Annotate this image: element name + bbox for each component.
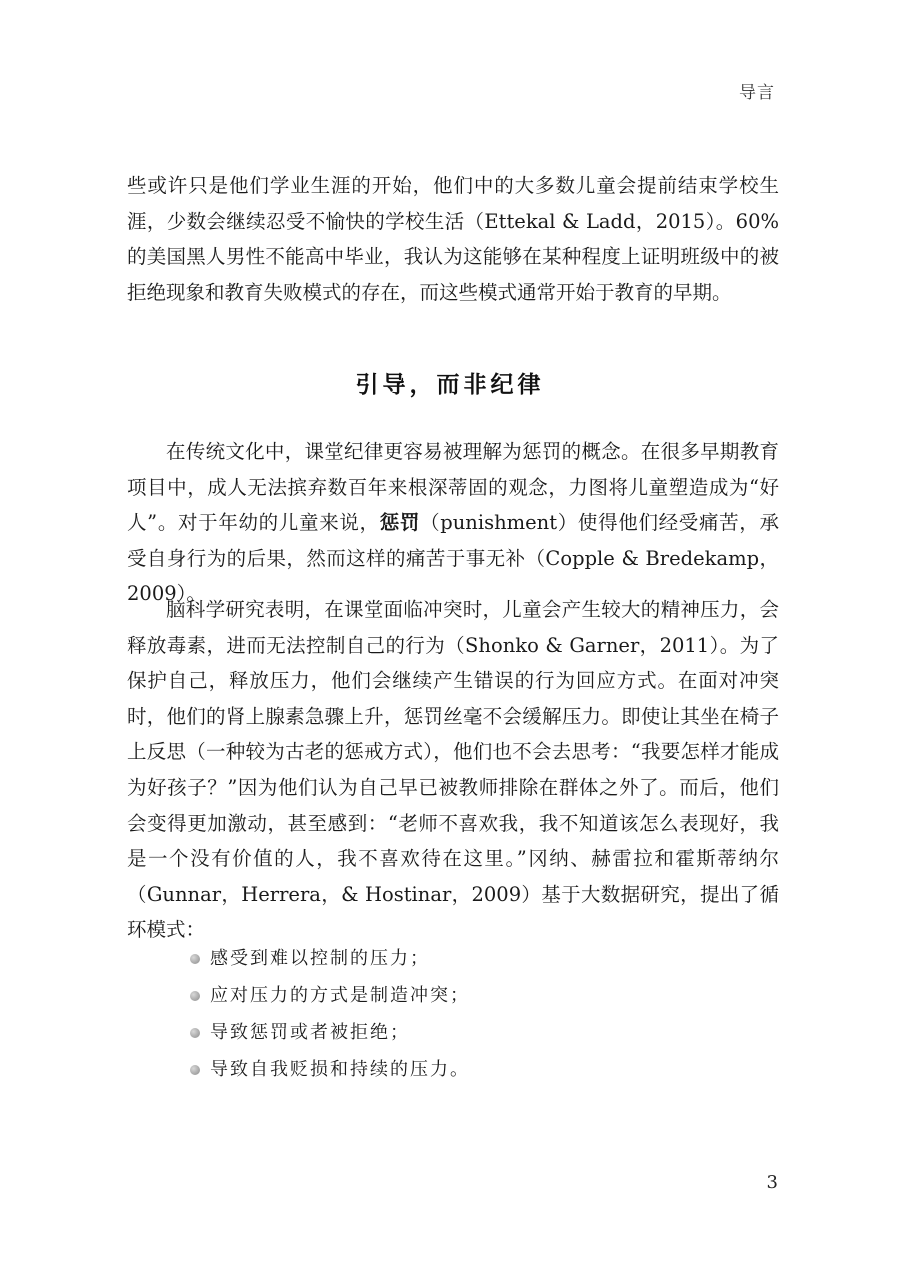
paragraph-text-part: （punishment）使得他们经受痛苦，承受自身行为的后果，然而这样的痛苦于事无补（Copple & Bredekamp，2009）。 <box>127 511 779 606</box>
paragraph-punishment <box>127 434 779 612</box>
paragraph-text: 些或许只是他们学业生涯的开始，他们中的大多数儿童会提前结束学校生涯，少数会继续忍受不愉快的学校生活（Ettekal & Ladd，2015）。60% 的美国黑人男性不能高中毕业，我认为这能够在某种程度上证明班级中的被拒绝现象和教育失败模式的存在，而这些模式通常开始于教育的早期。 <box>127 174 779 304</box>
section-heading: 引导，而非纪律 <box>355 371 545 398</box>
list-item <box>190 1051 470 1088</box>
continuation-paragraph <box>127 168 779 310</box>
list-item <box>190 1014 470 1051</box>
list-item-text: 应对压力的方式是制造冲突； <box>210 985 470 1006</box>
list-item <box>190 977 470 1014</box>
bullet-dot-icon <box>190 954 200 964</box>
running-header: 导言 <box>739 83 775 103</box>
bullet-dot-icon <box>190 991 200 1001</box>
cycle-pattern-list <box>190 940 470 1088</box>
list-item-text: 导致自我贬损和持续的压力。 <box>210 1059 470 1080</box>
paragraph-text: 脑科学研究表明，在课堂面临冲突时，儿童会产生较大的精神压力，会释放毒素，进而无法控制自己的行为（Shonko & Garner，2011）。为了保护自己，释放压力，他们会继续产生错误的行为回应方式。在面对冲突时，他们的肾上腺素急骤上升，惩罚丝毫不会缓解压力。即使让其坐在椅子上反思（一种较为古老的惩戒方式），他们也不会去思考：“我要怎样才能成为好孩子？”因为他们认为自己早已被教师排除在群体之外了。而后，他们会变得更加激动，甚至感到：“老师不喜欢我，我不知道该怎么表现好，我是一个没有价值的人，我不喜欢待在这里。”冈纳、赫雷拉和霍斯蒂纳尔（Gunnar，Herrera，& Hostinar，2009）基于大数据研究，提出了循环模式： <box>127 598 779 942</box>
bullet-dot-icon <box>190 1065 200 1075</box>
paragraph-text <box>127 434 779 612</box>
list-item-text: 导致惩罚或者被拒绝； <box>210 1022 410 1043</box>
list-item-text: 感受到难以控制的压力； <box>210 948 430 969</box>
paragraph-brain-science <box>127 592 779 948</box>
bold-term: 惩罚 <box>379 511 421 535</box>
bullet-dot-icon <box>190 1028 200 1038</box>
paragraph-text-part: 在传统文化中，课堂纪律更容易被理解为惩罚的概念。在很多早期教育项目中，成人无法摈弃数百年来根深蒂固的观念，力图将儿童塑造成为“好人”。对于年幼的儿童来说， <box>127 440 779 535</box>
list-item <box>190 940 470 977</box>
page-number: 3 <box>766 1172 778 1193</box>
